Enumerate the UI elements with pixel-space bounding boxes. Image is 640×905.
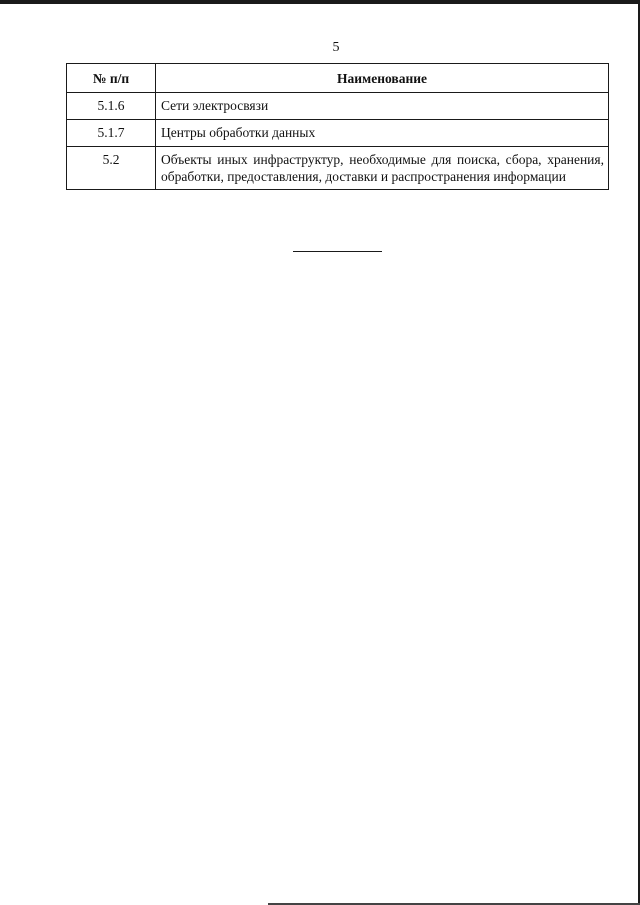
row-name: Сети электросвязи [156,93,609,120]
row-name: Центры обработки данных [156,120,609,147]
table-row [67,120,609,147]
table-row [67,147,609,190]
document-table [66,63,609,190]
table-row [67,93,609,120]
table-header-row [67,64,609,93]
header-number: № п/п [67,64,156,93]
row-number: 5.2 [67,147,156,190]
end-of-document-rule [293,251,382,252]
row-number: 5.1.7 [67,120,156,147]
page-number: 5 [332,40,340,55]
header-name: Наименование [156,64,609,93]
scan-edge-top [0,0,640,4]
row-name: Объекты иных инфраструктур, необходимые для поиска, сбора, хранения, обработки, предоставления, доставки и распространения информации [156,147,609,190]
row-number: 5.1.6 [67,93,156,120]
